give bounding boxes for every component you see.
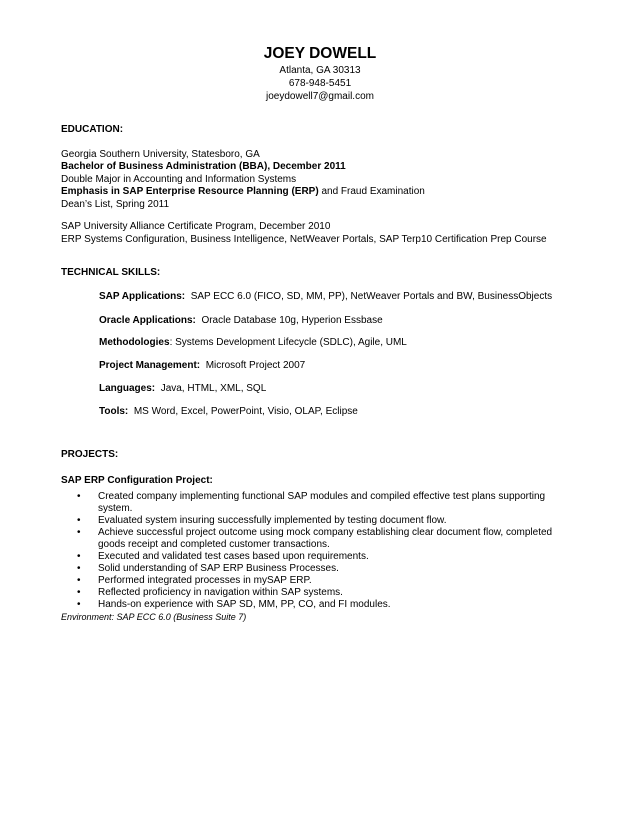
- projects-heading: PROJECTS:: [61, 449, 119, 460]
- skill-label: SAP Applications:: [99, 291, 186, 302]
- major: Double Major in Accounting and Information Systems: [61, 173, 297, 185]
- skill-label: Project Management:: [99, 360, 201, 371]
- bullet-glyph: •: [77, 587, 81, 598]
- education-heading: EDUCATION:: [61, 124, 124, 135]
- project-title: SAP ERP Configuration Project:: [61, 474, 213, 486]
- list-item: [61, 515, 581, 527]
- certificate-program: SAP University Alliance Certificate Program, December 2010: [61, 221, 331, 232]
- skill-row: [99, 383, 266, 395]
- school: Georgia Southern University, Statesboro, GA: [61, 148, 260, 160]
- list-item: [61, 575, 581, 587]
- skill-label: Tools:: [99, 406, 129, 417]
- emphasis: [61, 186, 621, 199]
- degree: Bachelor of Business Administration (BBA), December 2011: [61, 161, 346, 172]
- email: joeydowell7@gmail.com: [266, 91, 374, 102]
- skill-row: [99, 315, 383, 327]
- bullet-text: Executed and validated test cases based upon requirements.: [98, 551, 369, 562]
- list-item: [61, 599, 581, 611]
- project-bullets: [61, 491, 581, 623]
- phone: 678-948-5451: [288, 78, 352, 89]
- skill-row: [99, 337, 407, 349]
- skill-value: MS Word, Excel, PowerPoint, Visio, OLAP, Eclipse: [133, 406, 358, 417]
- emphasis-bold: Emphasis in SAP Enterprise Resource Planning (ERP): [61, 186, 319, 197]
- list-item: [61, 587, 581, 599]
- projects-section: [61, 449, 621, 487]
- list-item: [61, 551, 581, 563]
- skills-section-heading-wrap: [61, 267, 621, 280]
- skill-row: [99, 360, 305, 372]
- bullet-glyph: •: [77, 491, 81, 502]
- skill-row: [99, 406, 358, 418]
- bullet-glyph: •: [77, 551, 81, 562]
- emphasis-rest: and Fraud Examination: [318, 186, 425, 197]
- bullet-glyph: •: [77, 575, 81, 586]
- skill-label: Languages:: [99, 383, 156, 394]
- skills-heading: TECHNICAL SKILLS:: [61, 267, 161, 278]
- list-item: [61, 563, 581, 575]
- bullet-glyph: •: [77, 527, 81, 538]
- list-item: [61, 527, 581, 551]
- deans-list: Dean’s List, Spring 2011: [61, 198, 170, 210]
- bullet-text: Performed integrated processes in mySAP ERP.: [98, 575, 312, 586]
- bullet-text: Evaluated system insuring successfully implemented by testing document flow.: [98, 515, 447, 526]
- bullet-glyph: •: [77, 599, 81, 610]
- bullet-text: Reflected proficiency in navigation within SAP systems.: [98, 587, 343, 598]
- skill-label: Methodologies: [99, 337, 170, 348]
- environment-note: Environment: SAP ECC 6.0 (Business Suite 7): [61, 612, 247, 622]
- skill-value: : Systems Development Lifecycle (SDLC), Agile, UML: [169, 337, 407, 348]
- skill-value: Java, HTML, XML, SQL: [160, 383, 267, 394]
- bullet-glyph: •: [77, 515, 81, 526]
- skill-label: Oracle Applications:: [99, 315, 196, 326]
- list-item: [61, 491, 581, 515]
- bullet-text: Hands-on experience with SAP SD, MM, PP, CO, and FI modules.: [98, 599, 391, 610]
- skill-value: Oracle Database 10g, Hyperion Essbase: [201, 315, 383, 326]
- certificate-courses: ERP Systems Configuration, Business Intelligence, NetWeaver Portals, SAP Terp10 Certification Prep Course: [61, 233, 547, 245]
- skill-value: SAP ECC 6.0 (FICO, SD, MM, PP), NetWeaver Portals and BW, BusinessObjects: [190, 291, 553, 302]
- skill-value: Microsoft Project 2007: [205, 360, 306, 371]
- applicant-name: JOEY DOWELL: [263, 45, 377, 62]
- address: Atlanta, GA 30313: [279, 65, 361, 76]
- skill-row: [99, 291, 552, 303]
- bullet-glyph: •: [77, 563, 81, 574]
- bullet-text: Solid understanding of SAP ERP Business Processes.: [98, 563, 339, 574]
- bullet-text: Created company implementing functional SAP modules and compiled effective test plans supporting system.: [98, 491, 546, 514]
- education-section: [61, 124, 621, 246]
- resume-header: [220, 44, 420, 103]
- bullet-text: Achieve successful project outcome using mock company establishing clear document flow, completed goods receipt and completed customer transactions.: [98, 527, 553, 550]
